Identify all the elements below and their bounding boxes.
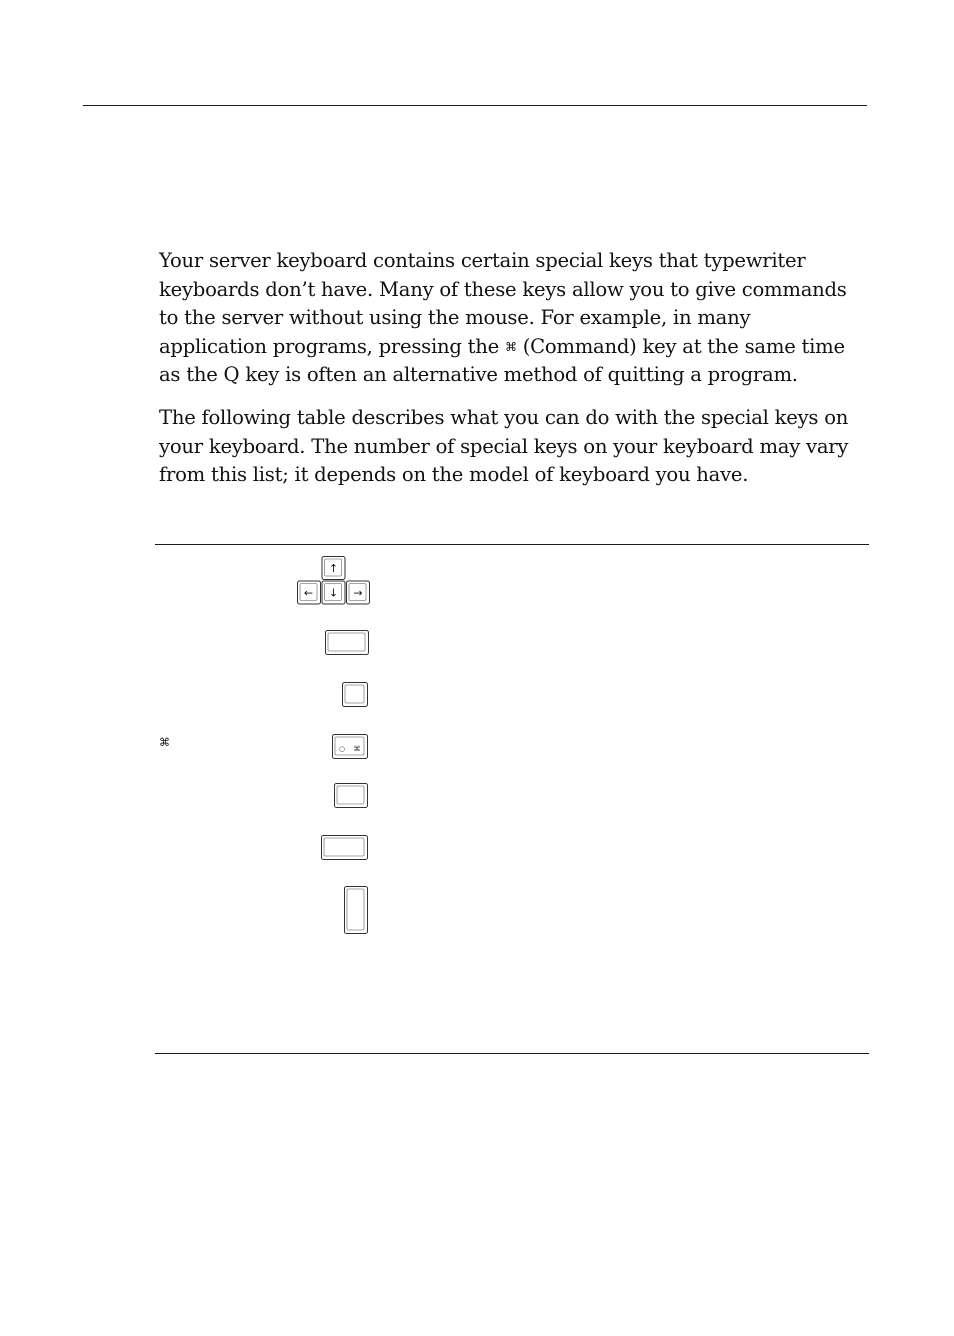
right-arrow-glyph: → [353, 586, 363, 600]
command-symbol: ⌘ [504, 339, 517, 354]
tall-key-icon [344, 886, 371, 936]
left-arrow-glyph: ← [303, 586, 314, 600]
down-arrow-glyph: ↓ [328, 586, 339, 600]
intro-text-before-symbol: Your server keyboard contains certain special keys that typewriter keyboards don’t have. Many of these keys allow you to give commands to the server without using the mouse. For example, in many application programs, pressing the [159, 249, 847, 358]
medium-key-icon [334, 783, 371, 809]
command-key-icon [332, 734, 371, 760]
small-key-icon [342, 682, 371, 709]
apple-logo-glyph: ○ [338, 745, 346, 753]
wide-key-icon [321, 835, 371, 862]
header-rule [83, 105, 867, 106]
wide-key-icon [325, 630, 371, 657]
intro-paragraph [159, 247, 863, 390]
arrow-keys-icon [297, 556, 371, 605]
table-bottom-rule [155, 1053, 869, 1054]
table-intro-paragraph: The following table describes what you can do with the special keys on your keyboard. The number of special keys on your keyboard may vary from this list; it depends on the model of keyboard you have. [159, 406, 849, 486]
key-table-row-command-label: ⌘ [159, 736, 170, 749]
table-top-rule [155, 544, 869, 545]
command-glyph: ⌘ [353, 745, 361, 753]
intro-text-after-symbol: (Command) key at the same time as the Q key is often an alternative method of quitting a program. [159, 334, 845, 386]
up-arrow-glyph: ↑ [328, 562, 339, 575]
